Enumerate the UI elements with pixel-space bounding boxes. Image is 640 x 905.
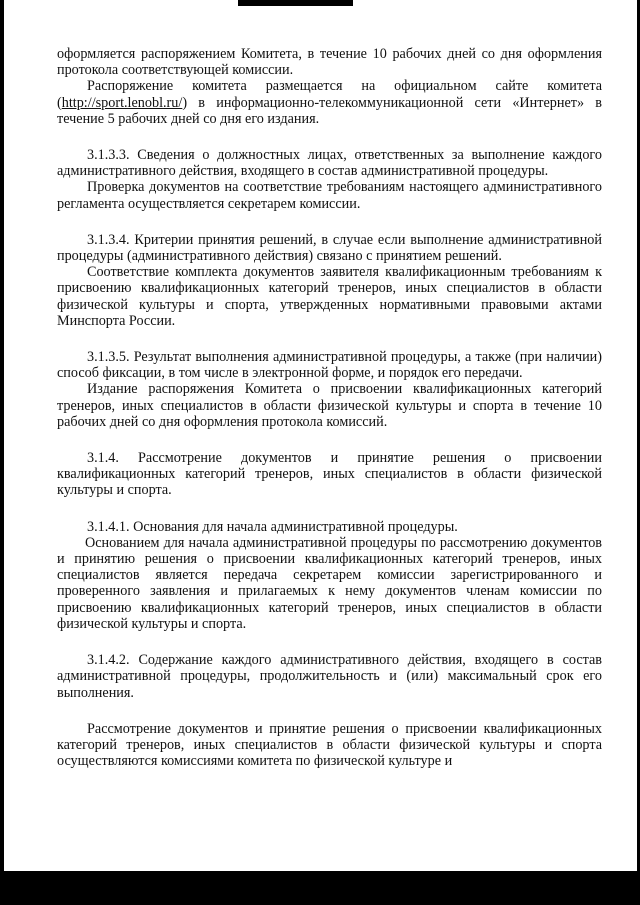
committee-site-link[interactable]: http://sport.lenobl.ru/ — [61, 94, 183, 111]
section-3-1-4-heading: 3.1.4. Рассмотрение документов и принятие решения о присвоении квалификационных категорий тренеров, иных специалистов в области физической культуры и спорта. — [57, 450, 602, 499]
section-3-1-3-3-heading: 3.1.3.3. Сведения о должностных лицах, ответственных за выполнение каждого административного действия, входящего в состав административной процедуры. — [57, 147, 602, 180]
paragraph-review: Рассмотрение документов и принятие решения о присвоении квалификационных категорий тренеров, иных специалистов в области физической культуры и спорта осуществляются комиссиями комитета по физической культуре и — [57, 720, 602, 770]
scan-bottom-edge — [0, 871, 640, 905]
section-3-1-4-1-heading: 3.1.4.1. Основания для начала административной процедуры. — [87, 518, 458, 535]
section-3-1-3-5-heading: 3.1.3.5. Результат выполнения административной процедуры, а также (при наличии) способ фиксации, в том числе в электронной форме, и порядок его передачи. — [57, 349, 602, 382]
document-page — [57, 46, 602, 769]
section-3-1-3-4-heading: 3.1.3.4. Критерии принятия решений, в случае если выполнение административной процедуры (административного действия) связано с принятием решений. — [57, 231, 602, 265]
paragraph-publication-end: ) в информационно-телекоммуникационной сети «Интернет» в течение 5 рабочих дней со дня его издания. — [57, 94, 602, 127]
paragraph-publication-start: Распоряжение комитета размещается на официальном сайте комитета ( — [57, 78, 602, 111]
paragraph-result: Издание распоряжения Комитета о присвоении квалификационных категорий тренеров, иных специалистов в области физической культуры и спорта в течение 10 рабочих дней со дня оформления протокола комиссий. — [57, 381, 602, 430]
scan-top-mark — [238, 0, 353, 6]
section-3-1-4-2-heading: 3.1.4.2. Содержание каждого административного действия, входящего в состав административной процедуры, продолжительность и (или) максимальный срок его выполнения. — [57, 652, 602, 701]
paragraph-criteria: Соответствие комплекта документов заявителя квалификационным требованиям к присвоению квалификационных категорий тренеров, иных специалистов в области физической культуры и спорта, утвержденных нормативными правовыми актами Минспорта России. — [57, 264, 602, 329]
scan-edge-left — [0, 0, 4, 905]
paragraph-publication — [57, 78, 602, 127]
paragraph-grounds: Основанием для начала административной процедуры по рассмотрению документов и принятию решения о присвоении квалификационных категорий тренеров, иных специалистов является передача секретарем комиссии зарегистрированного и проверенного заявления и прилагаемых к нему документов членам комиссии по присвоению квалификационных категорий тренеров, иных специалистов в области физической культуры и спорта. — [57, 534, 602, 632]
paragraph-verification: Проверка документов на соответствие требованиям настоящего административного регламента осуществляется секретарем комиссии. — [57, 179, 602, 212]
paragraph-continuation: оформляется распоряжением Комитета, в течение 10 рабочих дней со дня оформления протокола соответствующей комиссии. — [57, 46, 602, 79]
